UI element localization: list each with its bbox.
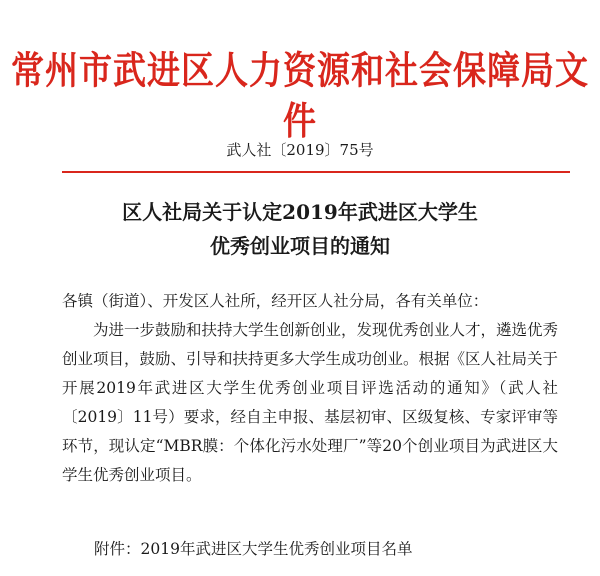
salutation: 各镇（街道）、开发区人社所，经开区人社分局，各有关单位：	[62, 292, 489, 310]
notice-title-line1: 区人社局关于认定2019年武进区大学生	[122, 200, 478, 224]
header-org-title: 常州市武进区人力资源和社会保障局文件	[11, 47, 589, 144]
body-paragraph: 为进一步鼓励和扶持大学生创新创业，发现优秀创业人才，遴选优秀创业项目，鼓励、引导和扶持更多大学生成功创业。根据《区人社局关于开展2019年武进区大学生优秀创业项目评选活动的通知》（武人社〔2019〕11号）要求，经自主申报、基层初审、区级复核、专家评审等环节，现认定“MBR膜：个体化污水处理厂”等20个创业项目为武进区大学生优秀创业项目。	[62, 321, 559, 484]
notice-title-line2: 优秀创业项目的通知	[210, 234, 390, 258]
red-divider-line	[62, 171, 570, 173]
attachment-line: 附件：2019年武进区大学生优秀创业项目名单	[94, 540, 413, 558]
notice-body	[62, 287, 558, 490]
notice-title	[0, 195, 600, 263]
document-number: 武人社〔2019〕75号	[226, 141, 374, 159]
